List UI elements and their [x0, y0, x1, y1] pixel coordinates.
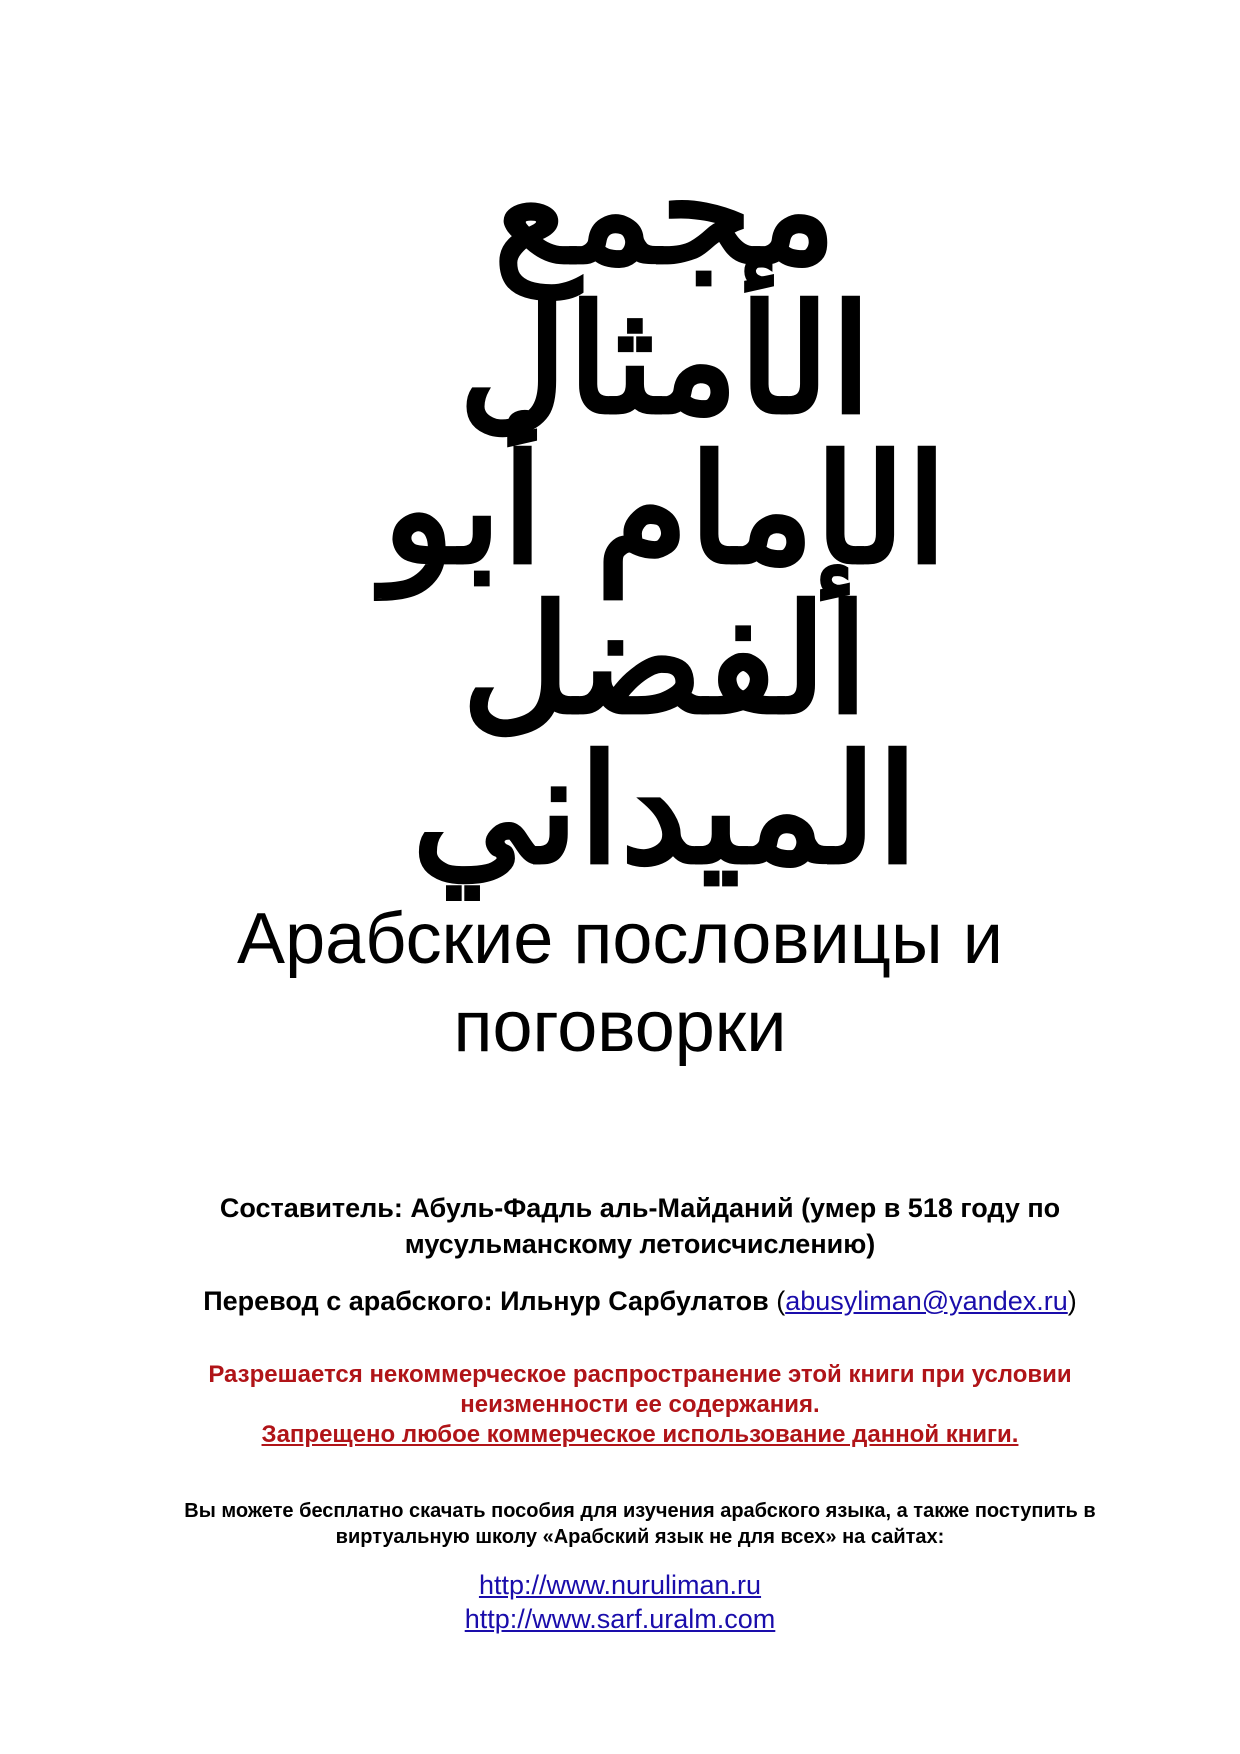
download-info — [150, 1498, 1130, 1550]
license-notice — [170, 1360, 1110, 1450]
calligraphy-line-1: مجمع الأمثال — [458, 122, 872, 448]
paren-open: ( — [776, 1286, 786, 1316]
translator-credit — [170, 1283, 1110, 1319]
link-sarf-uralm[interactable]: http://www.sarf.uralm.com — [464, 1604, 776, 1634]
compiler-line-2: мусульманскому летоисчислению) — [404, 1229, 876, 1259]
download-line-2: виртуальную школу «Арабский язык не для всех» на сайтах: — [335, 1526, 945, 1548]
license-line-2: неизменности ее содержания. — [460, 1391, 820, 1418]
calligraphy-line-2: الإمام أبو الفضل — [382, 422, 948, 748]
commercial-use-forbidden: Запрещено любое коммерческое использование данной книги. — [261, 1421, 1019, 1448]
link-nuruliman[interactable]: http://www.nuruliman.ru — [478, 1570, 762, 1600]
arabic-calligraphy-title — [330, 122, 1000, 898]
compiler-line-1: Составитель: Абуль-Фадль аль-Майданий (умер в 518 году по — [219, 1193, 1061, 1223]
translator-email-link[interactable]: abusyliman@yandex.ru — [785, 1286, 1068, 1316]
compiler-credit — [170, 1190, 1110, 1262]
calligraphy-line-3: الميداني — [411, 722, 919, 898]
website-links — [0, 1568, 1240, 1636]
download-line-1: Вы можете бесплатно скачать пособия для изучения арабского языка, а также поступить в — [184, 1500, 1096, 1522]
license-line-1: Разрешается некоммерческое распространение этой книги при условии — [208, 1361, 1072, 1388]
book-title-line-1: Арабские пословицы и — [237, 899, 1003, 979]
book-title — [0, 895, 1240, 1071]
translator-label: Перевод с арабского: Ильнур Сарбулатов — [203, 1286, 769, 1316]
paren-close: ) — [1067, 1286, 1077, 1316]
book-title-line-2: поговорки — [453, 987, 787, 1067]
